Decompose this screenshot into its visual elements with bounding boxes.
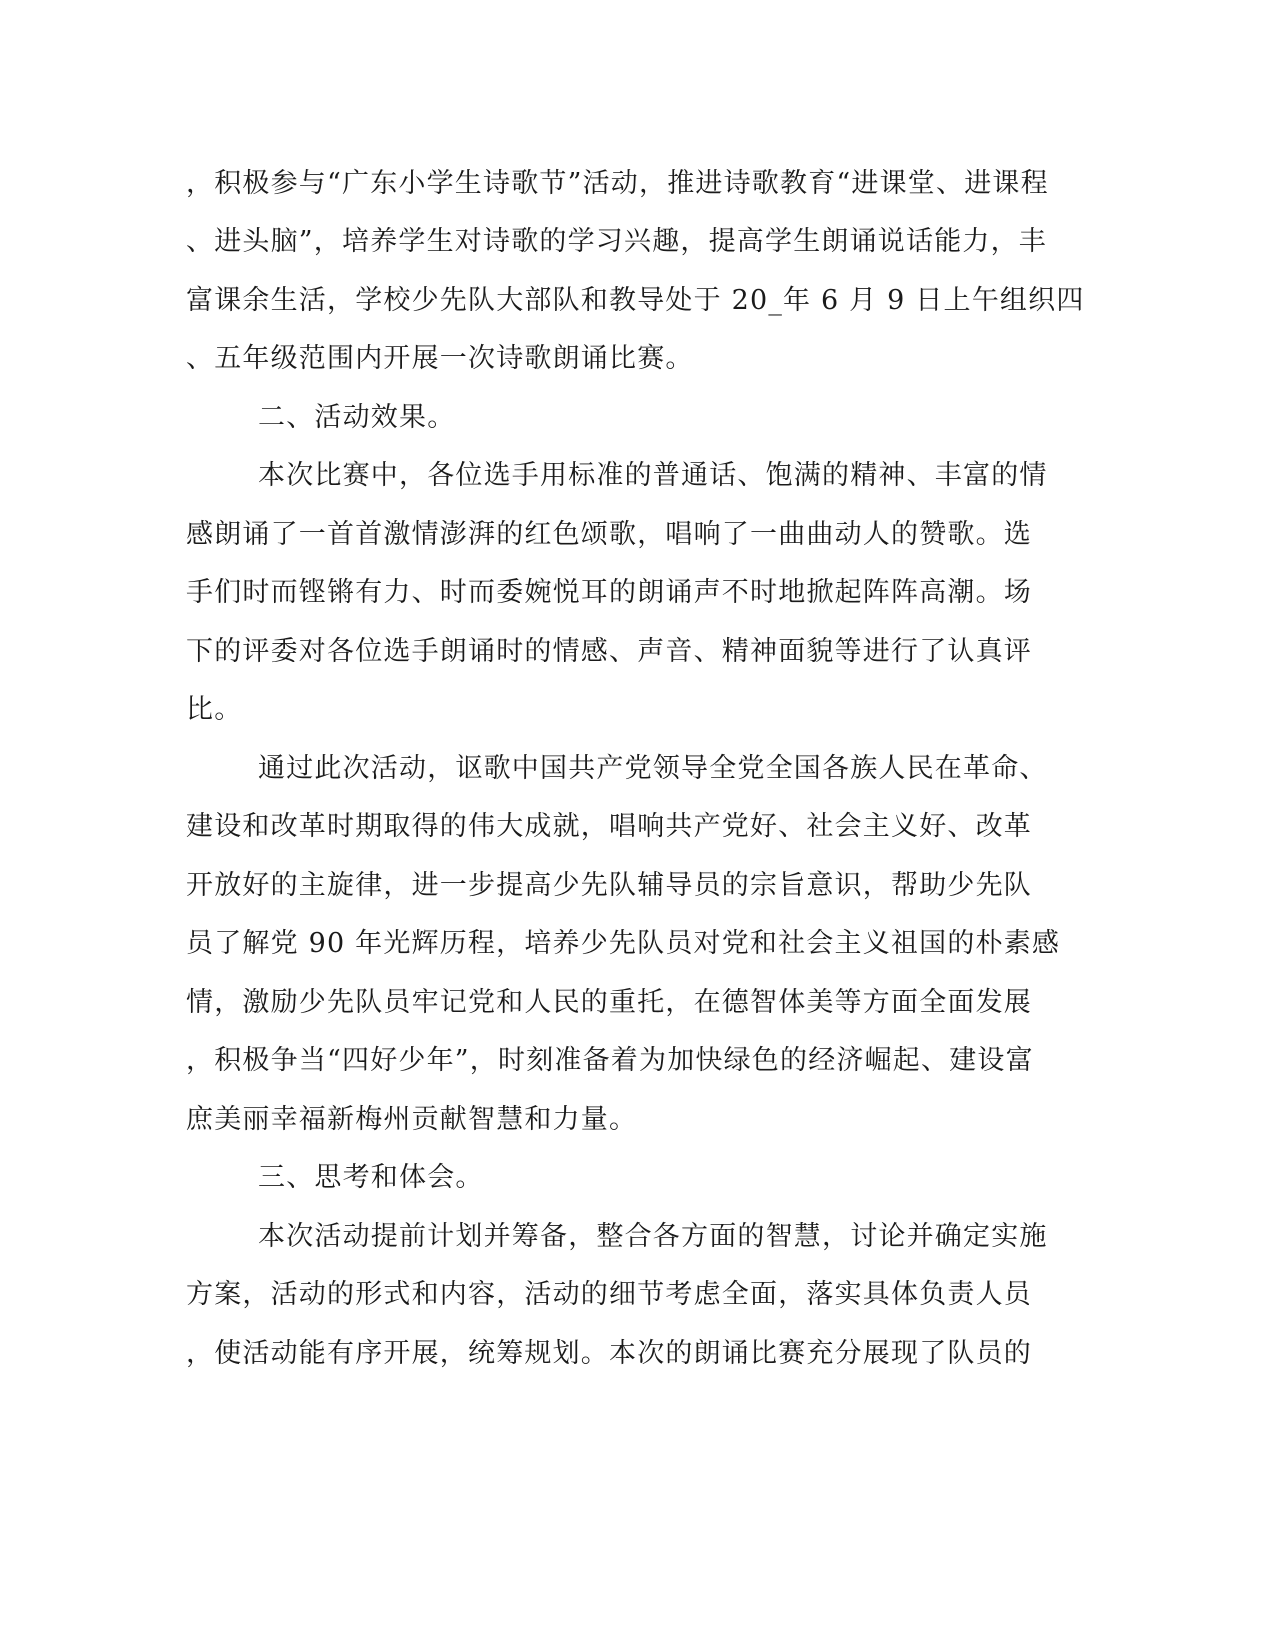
section-heading: 二、活动效果。 [258,402,456,433]
text-line: ，使活动能有序开展，统筹规划。本次的朗诵比赛充分展现了队员的 [186,1338,1032,1369]
text-line: ，积极争当“四好少年”，时刻准备着为加快绿色的经济崛起、建设富 [186,1045,1034,1076]
text-line: 通过此次活动，讴歌中国共产党领导全党全国各族人民在革命、 [258,753,1048,784]
text-line: 下的评委对各位选手朗诵时的情感、声音、精神面貌等进行了认真评 [186,636,1032,667]
text-line: 开放好的主旋律，进一步提高少先队辅导员的宗旨意识，帮助少先队 [186,870,1032,901]
text-line: 感朗诵了一首首激情澎湃的红色颂歌，唱响了一曲曲动人的赞歌。选 [186,519,1032,550]
text-line: 方案，活动的形式和内容，活动的细节考虑全面，落实具体负责人员 [186,1279,1032,1310]
text-line: 富课余生活，学校少先队大部队和教导处于 20_年 6 月 9 日上午组织四 [186,285,1085,316]
text-line: 情，激励少先队员牢记党和人民的重托，在德智体美等方面全面发展 [186,987,1032,1018]
text-line: 本次活动提前计划并筹备，整合各方面的智慧，讨论并确定实施 [258,1221,1048,1252]
section-heading: 三、思考和体会。 [258,1162,484,1193]
text-line: 本次比赛中，各位选手用标准的普通话、饱满的精神、丰富的情 [258,460,1048,491]
text-line: 员了解党 90 年光辉历程，培养少先队员对党和社会主义祖国的朴素感 [186,928,1061,959]
text-line: 比。 [186,694,243,725]
text-line: 庶美丽幸福新梅州贡献智慧和力量。 [186,1104,638,1135]
text-line: 手们时而铿锵有力、时而委婉悦耳的朗诵声不时地掀起阵阵高潮。场 [186,577,1032,608]
text-line: 、进头脑”，培养学生对诗歌的学习兴趣，提高学生朗诵说话能力，丰 [186,226,1048,257]
text-line: ，积极参与“广东小学生诗歌节”活动，推进诗歌教育“进课堂、进课程 [186,168,1049,199]
text-line: 、五年级范围内开展一次诗歌朗诵比赛。 [186,343,694,374]
text-line: 建设和改革时期取得的伟大成就，唱响共产党好、社会主义好、改革 [186,811,1032,842]
